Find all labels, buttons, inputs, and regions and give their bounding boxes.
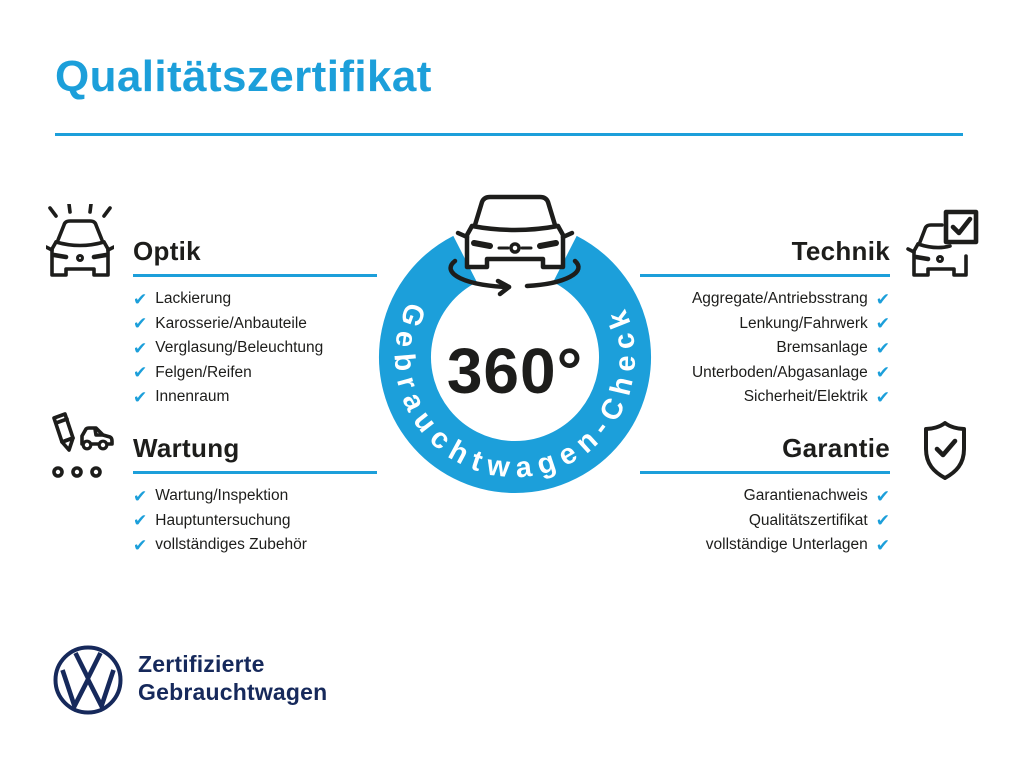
footer-brand-line1: Zertifizierte xyxy=(138,651,265,677)
list-item xyxy=(133,509,377,534)
item-label: Karosserie/Anbauteile xyxy=(155,314,307,332)
list-item xyxy=(640,287,890,312)
360-badge xyxy=(371,191,659,517)
check-icon: ✔ xyxy=(875,314,890,334)
garantie-list xyxy=(640,484,890,558)
item-label: Sicherheit/Elektrik xyxy=(743,388,868,406)
item-label: Bremsanlage xyxy=(776,339,868,357)
check-icon: ✔ xyxy=(875,535,890,555)
item-label: Garantienachweis xyxy=(743,487,868,505)
shield-check-icon xyxy=(914,419,976,481)
list-item xyxy=(133,484,377,509)
list-item xyxy=(133,287,377,312)
item-label: Lackierung xyxy=(155,290,232,308)
item-label: vollständiges Zubehör xyxy=(155,536,307,554)
list-item xyxy=(133,385,377,410)
item-label: Aggregate/Antriebsstrang xyxy=(691,290,868,308)
check-icon: ✔ xyxy=(875,363,890,383)
section-title-garantie: Garantie xyxy=(640,433,890,474)
item-label: Felgen/Reifen xyxy=(155,363,252,381)
list-item xyxy=(133,361,377,386)
check-icon: ✔ xyxy=(133,511,148,531)
check-icon: ✔ xyxy=(875,289,890,309)
list-item xyxy=(640,533,890,558)
item-label: Innenraum xyxy=(155,388,230,406)
list-item xyxy=(640,336,890,361)
section-title-wartung: Wartung xyxy=(133,433,377,474)
check-icon: ✔ xyxy=(133,314,148,334)
list-item xyxy=(640,385,890,410)
check-icon: ✔ xyxy=(133,535,148,555)
section-wartung xyxy=(133,433,377,558)
check-icon: ✔ xyxy=(875,511,890,531)
section-title-technik: Technik xyxy=(640,236,890,277)
page-title: Qualitätszertifikat xyxy=(55,52,432,101)
badge-ring-label: Gebrauchtwagen-Check xyxy=(387,298,643,485)
item-label: Verglasung/Beleuchtung xyxy=(155,339,324,357)
footer-brand-text xyxy=(138,650,327,706)
section-optik xyxy=(133,236,377,410)
technik-list xyxy=(640,287,890,410)
item-label: Qualitätszertifikat xyxy=(748,511,868,529)
item-label: Hauptuntersuchung xyxy=(155,511,291,529)
item-label: vollständige Unterlagen xyxy=(705,536,868,554)
check-icon: ✔ xyxy=(875,486,890,506)
section-technik xyxy=(640,236,890,410)
section-garantie xyxy=(640,433,890,558)
list-item xyxy=(640,509,890,534)
car-checkbox-icon xyxy=(906,208,980,282)
badge-degrees-label: 360° xyxy=(446,335,584,407)
check-icon: ✔ xyxy=(133,387,148,407)
check-icon: ✔ xyxy=(875,338,890,358)
wartung-list xyxy=(133,484,377,558)
check-icon: ✔ xyxy=(133,338,148,358)
title-divider xyxy=(55,133,963,136)
list-item xyxy=(640,484,890,509)
list-item xyxy=(640,361,890,386)
list-item xyxy=(133,336,377,361)
service-checklist-icon xyxy=(46,412,116,482)
footer-brand-line2: Gebrauchtwagen xyxy=(138,679,328,705)
list-item xyxy=(133,533,377,558)
optik-list xyxy=(133,287,377,410)
check-icon: ✔ xyxy=(133,363,148,383)
check-icon: ✔ xyxy=(133,486,148,506)
vw-logo xyxy=(52,644,124,716)
shiny-car-icon xyxy=(46,204,114,282)
check-icon: ✔ xyxy=(875,387,890,407)
section-title-optik: Optik xyxy=(133,236,377,277)
check-icon: ✔ xyxy=(133,289,148,309)
item-label: Wartung/Inspektion xyxy=(155,487,289,505)
list-item xyxy=(133,312,377,337)
item-label: Unterboden/Abgasanlage xyxy=(691,363,868,381)
item-label: Lenkung/Fahrwerk xyxy=(739,314,868,332)
list-item xyxy=(640,312,890,337)
